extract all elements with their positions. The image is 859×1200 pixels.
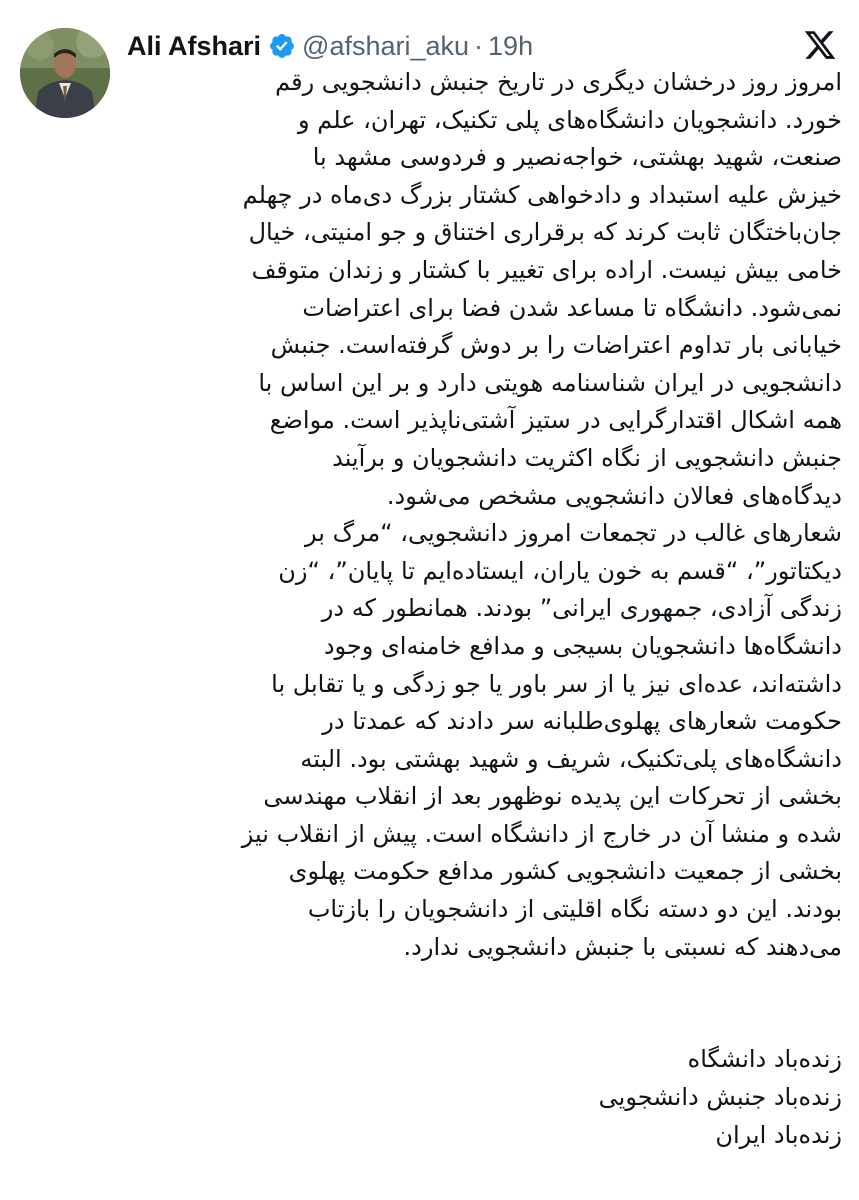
avatar-photo-icon	[20, 28, 110, 118]
verified-badge-icon[interactable]	[268, 32, 296, 60]
tweet-text-line: خیزش علیه استبداد و دادخواهی کشتار بزرگ دی‌ماه در چهلم	[242, 180, 842, 209]
closing-line: زنده‌باد جنبش دانشجویی	[598, 1083, 842, 1112]
avatar[interactable]	[20, 28, 110, 118]
tweet-text-line: همه اشکال اقتدارگرایی در ستیز آشتی‌ناپذیر است. مواضع	[269, 406, 842, 435]
separator-dot: ·	[474, 30, 484, 61]
tweet-header	[127, 26, 533, 66]
tweet-text-line: جان‌باختگان ثابت کرند که برقراری اختناق و جو امنیتی، خیال	[248, 218, 842, 247]
author-handle[interactable]: @afshari_aku	[302, 30, 470, 61]
closing-line: زنده‌باد ایران	[715, 1120, 842, 1149]
tweet-text-line: صنعت، شهید بهشتی، خواجه‌نصیر و فردوسی مشهد با	[312, 143, 842, 172]
tweet-text-line: امروز روز درخشان دیگری در تاریخ جنبش دانشجویی رقم	[275, 68, 842, 96]
paragraph-gap	[120, 1004, 842, 1042]
timestamp[interactable]: 19h	[488, 30, 534, 61]
tweet-text-line: می‌دهند که نسبتی با جنبش دانشجویی ندارد.	[403, 932, 842, 961]
tweet-text-line: شده و منشا آن در خارج از دانشگاه است. پیش از انقلاب نیز	[241, 819, 842, 848]
tweet-text-line: بخشی از جمعیت دانشجویی کشور مدافع حکومت پهلوی	[288, 857, 842, 886]
tweet-text-line: بخشی از تحرکات این پدیده نوظهور بعد از انقلاب مهندسی	[263, 782, 842, 811]
tweet-text-line: خامی بیش نیست. اراده برای تغییر با کشتار و زندان متوقف	[251, 255, 842, 284]
tweet-text-line: خیابانی بار تداوم اعتراضات را بر دوش گرفته‌است. جنبش	[270, 331, 842, 360]
tweet-text-line: خورد. دانشجویان دانشگاه‌های پلی تکنیک، تهران، علم و	[298, 105, 842, 134]
closing-line: زنده‌باد دانشگاه	[687, 1045, 842, 1074]
tweet-text-line: حکومت شعارهای پهلوی‌طلبانه سر دادند که عمدتا در	[322, 707, 842, 736]
tweet-text-line: دیدگاه‌های فعالان دانشجویی مشخص می‌شود.	[386, 481, 842, 510]
tweet-text-line: جنبش دانشجویی از نگاه اکثریت دانشجویان و برآیند	[332, 443, 842, 472]
x-logo-icon[interactable]	[803, 28, 837, 62]
tweet-text-line: دیکتاتور”، “قسم به خون یاران، ایستاده‌ایم تا پایان”، “زن	[278, 556, 842, 585]
author-name[interactable]: Ali Afshari	[127, 30, 262, 61]
tweet-text-line: دانشگاه‌های پلی‌تکنیک، شریف و شهید بهشتی بود. البته	[300, 744, 842, 773]
paragraph-gap	[120, 966, 842, 1004]
tweet-text-line: شعارهای غالب در تجمعات امروز دانشجویی، “مرگ بر	[305, 519, 842, 548]
tweet-text-line: داشته‌اند، عده‌ای نیز یا از سر باور یا جو زدگی و یا تقابل با	[271, 669, 842, 698]
tweet-text-line: زندگی آزادی، جمهوری ایرانی” بودند. همانطور که در	[321, 594, 842, 623]
tweet-text	[120, 64, 842, 1154]
tweet-text-line: نمی‌شود. دانشگاه تا مساعد شدن فضا برای اعتراضات	[302, 293, 842, 322]
tweet-text-line: دانشگاه‌ها دانشجویان بسیجی و مدافع خامنه‌ای وجود	[323, 631, 842, 660]
tweet-text-line: بودند. این دو دسته نگاه اقلیتی از دانشجویان را بازتاب	[307, 895, 842, 924]
tweet-text-line: دانشجویی در ایران شناسنامه هویتی دارد و بر این اساس با	[258, 368, 842, 397]
